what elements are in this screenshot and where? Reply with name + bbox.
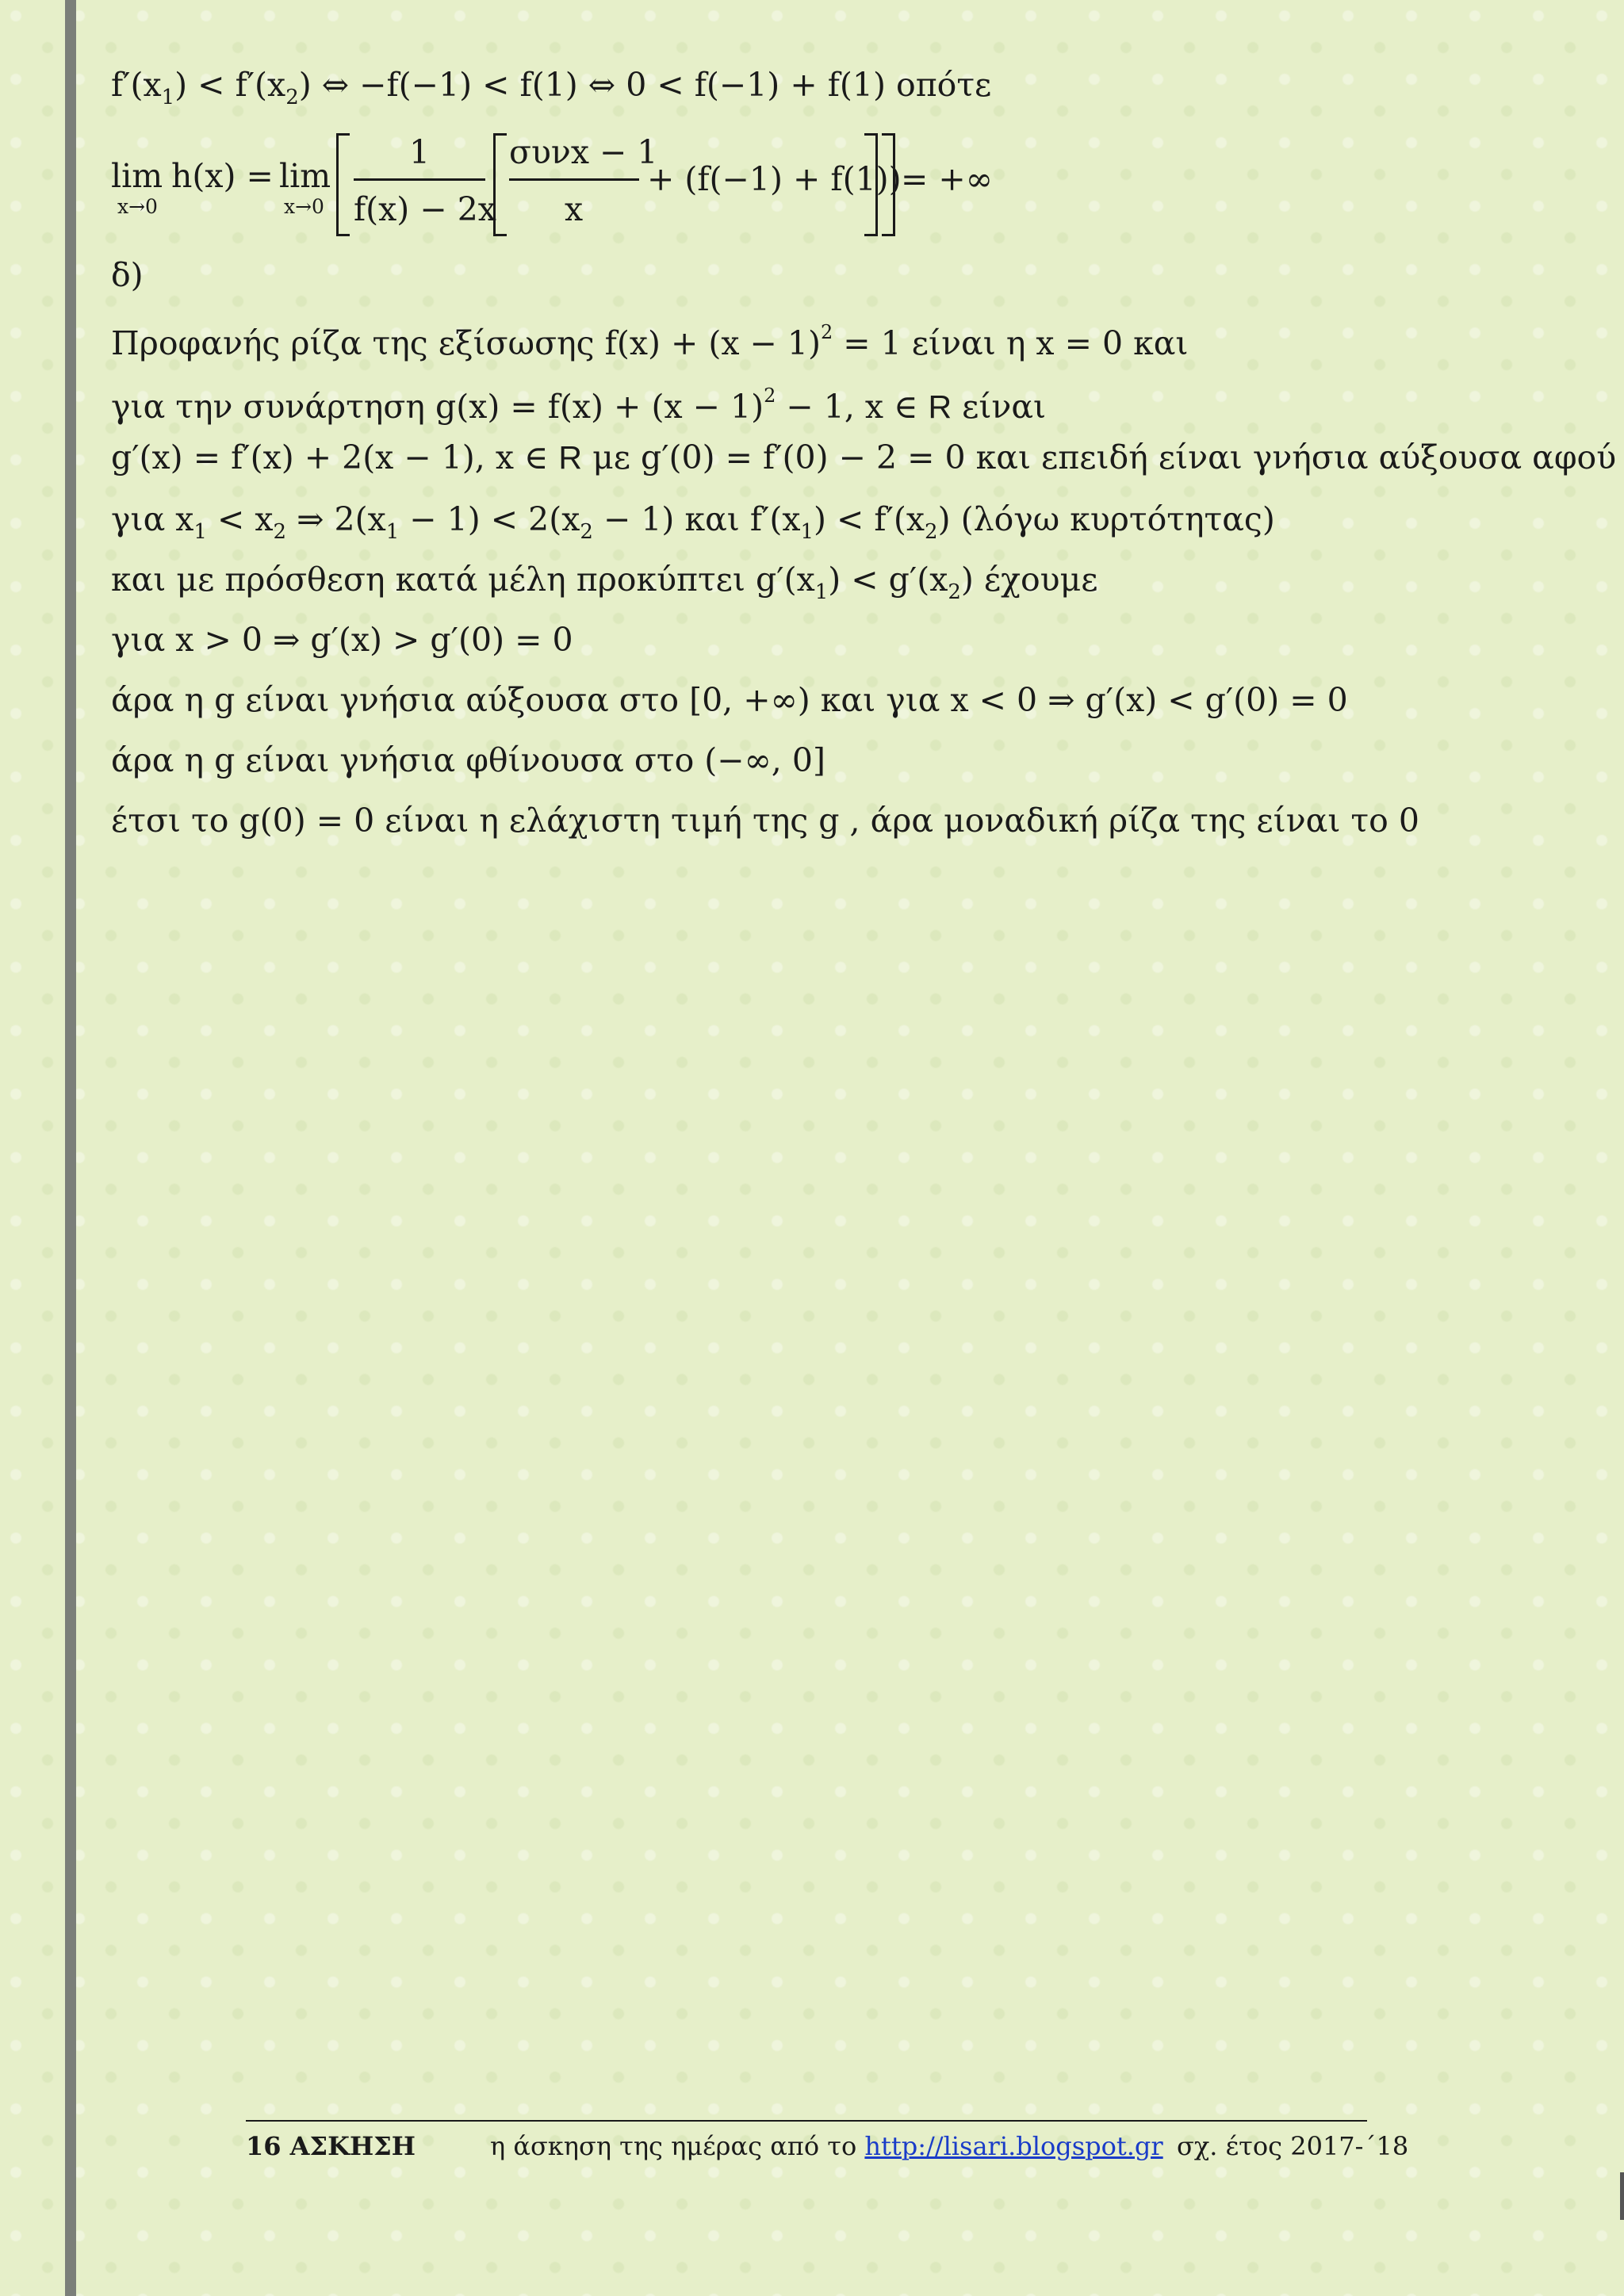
footer-middle (490, 2131, 1163, 2161)
outer-right-bracket (882, 133, 895, 236)
inner-right-bracket (864, 133, 878, 236)
text-line-6: g′(x) = f′(x) + 2(x − 1), x ∈ R με g′(0) = f′(0) − 2 = 0 και επειδή είναι γνήσια αύξουσα αφού (111, 438, 1617, 476)
lim-subscript: x→0 (117, 195, 158, 218)
inner-left-bracket (493, 133, 507, 236)
fraction-2-denominator: x (565, 190, 584, 228)
text-line-7: για $x_1 < x_2$ ⇒ $2(x_1 - 1) < 2(x_2 - 1)$ και $f'(x_1) < f'(x_2)$ (λόγω κυρτότητας) (111, 500, 1275, 544)
lim-operator-2: lim (279, 157, 331, 195)
footer-link[interactable]: http://lisari.blogspot.gr (864, 2131, 1163, 2161)
text-line-5: για την συνάρτηση $g(x) = f(x) + (x - 1)^2 - 1$, x ∈ R είναι (111, 385, 1047, 426)
footer-middle-text: η άσκηση της ημέρας από το (490, 2131, 865, 2161)
text-line-8: και με πρόσθεση κατά μέλη προκύπτει $g'(x_1) < g'(x_2)$ έχουμε (111, 561, 1098, 604)
footer-exercise-number: 16 ΑΣΚΗΣΗ (246, 2131, 416, 2161)
outer-left-bracket (336, 133, 350, 236)
footer-rule (246, 2120, 1367, 2122)
footer-school-year: σχ. έτος 2017-΄18 (1177, 2131, 1409, 2161)
plus-term: + (f(−1) + f(1)) (647, 160, 902, 198)
text-line-10: άρα η g είναι γνήσια αύξουσα στο [0, +∞) και για x < 0 ⇒ g′(x) < g′(0) = 0 (111, 681, 1348, 719)
fraction-2-bar (509, 178, 639, 181)
right-edge-mark (1620, 2172, 1624, 2220)
limit-result: = +∞ (901, 160, 993, 198)
text-line-12: έτσι το g(0) = 0 είναι η ελάχιστη τιμή της g , άρα μοναδική ρίζα της είναι το 0 (111, 802, 1419, 840)
h-of-x: h(x) = (171, 157, 274, 195)
part-label-d: δ) (111, 256, 144, 294)
lim-operator: lim (111, 157, 163, 195)
lim-subscript-2: x→0 (284, 195, 324, 218)
fraction-2-numerator: συνx − 1 (509, 133, 658, 171)
fraction-1-bar (354, 178, 485, 181)
text-line-9: για x > 0 ⇒ g′(x) > g′(0) = 0 (111, 621, 573, 659)
text-line-4: Προφανής ρίζα της εξίσωσης $f(x) + (x - 1)^2 = 1$ είναι η x = 0 και (111, 321, 1189, 362)
text-line-11: άρα η g είναι γνήσια φθίνουσα στο (−∞, 0] (111, 741, 825, 779)
equation-line-1: $f'(x_1) < f'(x_2)$ ⇔ −f(−1) < f(1) ⇔ 0 < f(−1) + f(1) οπότε (111, 66, 992, 109)
left-margin-bar (65, 0, 76, 2296)
fraction-1-denominator: f(x) − 2x (354, 190, 496, 228)
fraction-1-numerator: 1 (409, 133, 431, 171)
